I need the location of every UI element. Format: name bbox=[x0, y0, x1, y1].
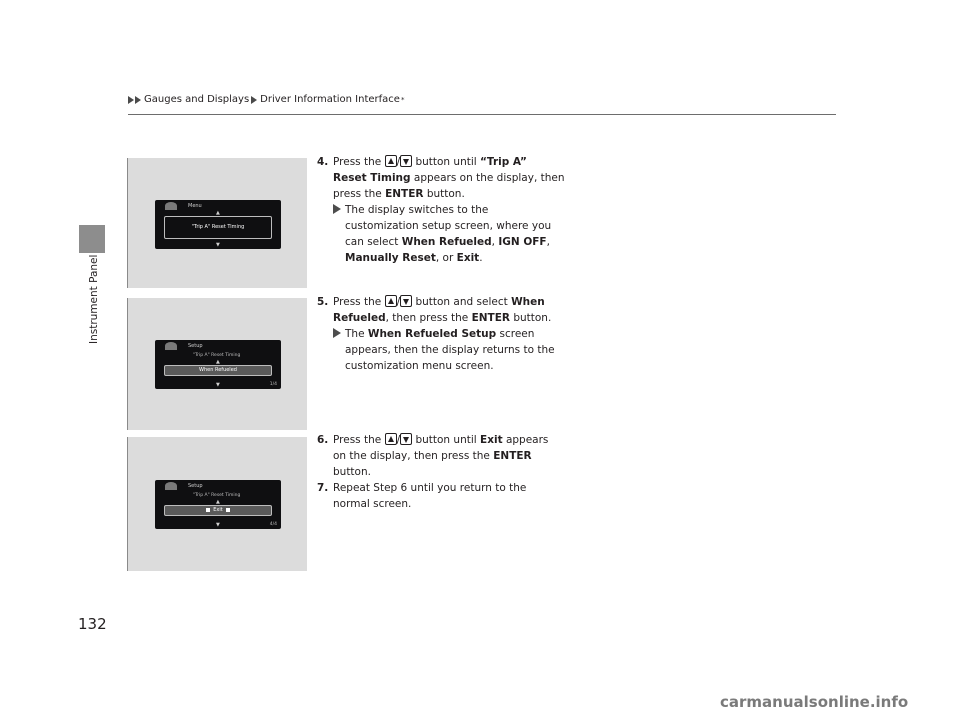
breadcrumb-arrow-icon bbox=[251, 96, 257, 104]
step-6: 6. Press the / button until Exit appears on the display, then press the ENTER button. 7. Repeat Step 6 until you return to the normal screen. bbox=[317, 432, 562, 512]
screen-page-count: 1/4 bbox=[269, 382, 277, 387]
screen-up-icon: ▲ bbox=[216, 499, 220, 505]
screen-title: Setup bbox=[188, 483, 203, 489]
arrow-right-icon bbox=[333, 204, 341, 214]
gear-icon bbox=[165, 482, 177, 490]
screen-subtitle: "Trip A" Reset Timing bbox=[193, 493, 241, 498]
screen-subtitle: "Trip A" Reset Timing bbox=[193, 353, 241, 358]
screen-title: Menu bbox=[188, 203, 202, 209]
screen-up-icon: ▲ bbox=[216, 359, 220, 365]
down-button-icon bbox=[400, 295, 412, 307]
screen-down-icon: ▼ bbox=[216, 242, 220, 248]
page-number: 132 bbox=[78, 615, 107, 633]
side-section-label: Instrument Panel bbox=[88, 254, 100, 344]
breadcrumb-arrow-icon bbox=[135, 96, 141, 104]
step-4: 4. Press the / button until “Trip A” Reset Timing appears on the display, then press the ENTER button. The display switches to the customization setup screen, where you can select When Refueled, IGN OFF, Manually Reset, or Exit. bbox=[317, 156, 565, 264]
breadcrumb-part2[interactable]: Driver Information Interface bbox=[260, 94, 400, 105]
display-screen bbox=[155, 340, 281, 389]
breadcrumb-arrow-icon bbox=[128, 96, 134, 104]
breadcrumb-part1[interactable]: Gauges and Displays bbox=[144, 94, 250, 105]
section-tab-marker bbox=[79, 225, 105, 253]
display-screen bbox=[155, 480, 281, 529]
screen-title: Setup bbox=[188, 343, 203, 349]
watermark: carmanualsonline.info bbox=[720, 693, 909, 711]
screen-selection: "Trip A" Reset Timing bbox=[164, 216, 272, 239]
arrow-right-icon bbox=[333, 328, 341, 338]
screen-up-icon: ▲ bbox=[216, 210, 220, 216]
step-5: 5. Press the / button and select When Refueled, then press the ENTER button. The When Refueled Setup screen appears, then the display returns to the customization menu screen. bbox=[317, 296, 555, 372]
gear-icon bbox=[165, 342, 177, 350]
breadcrumb bbox=[128, 94, 404, 105]
up-button-icon bbox=[385, 433, 397, 445]
up-button-icon bbox=[385, 155, 397, 167]
figure-setup-when-refueled bbox=[127, 298, 307, 430]
display-screen bbox=[155, 200, 281, 249]
header-rule bbox=[128, 114, 836, 115]
down-button-icon bbox=[400, 433, 412, 445]
up-button-icon bbox=[385, 295, 397, 307]
figure-menu-screen bbox=[127, 158, 307, 288]
step-7: 7. Repeat Step 6 until you return to the bbox=[317, 482, 527, 494]
down-button-icon bbox=[400, 155, 412, 167]
screen-page-count: 4/4 bbox=[269, 522, 277, 527]
screen-selection: When Refueled bbox=[164, 365, 272, 376]
footnote-marker: * bbox=[400, 95, 405, 104]
screen-selection: Exit bbox=[164, 505, 272, 516]
screen-down-icon: ▼ bbox=[216, 522, 220, 528]
screen-down-icon: ▼ bbox=[216, 382, 220, 388]
figure-setup-exit bbox=[127, 437, 307, 571]
gear-icon bbox=[165, 202, 177, 210]
